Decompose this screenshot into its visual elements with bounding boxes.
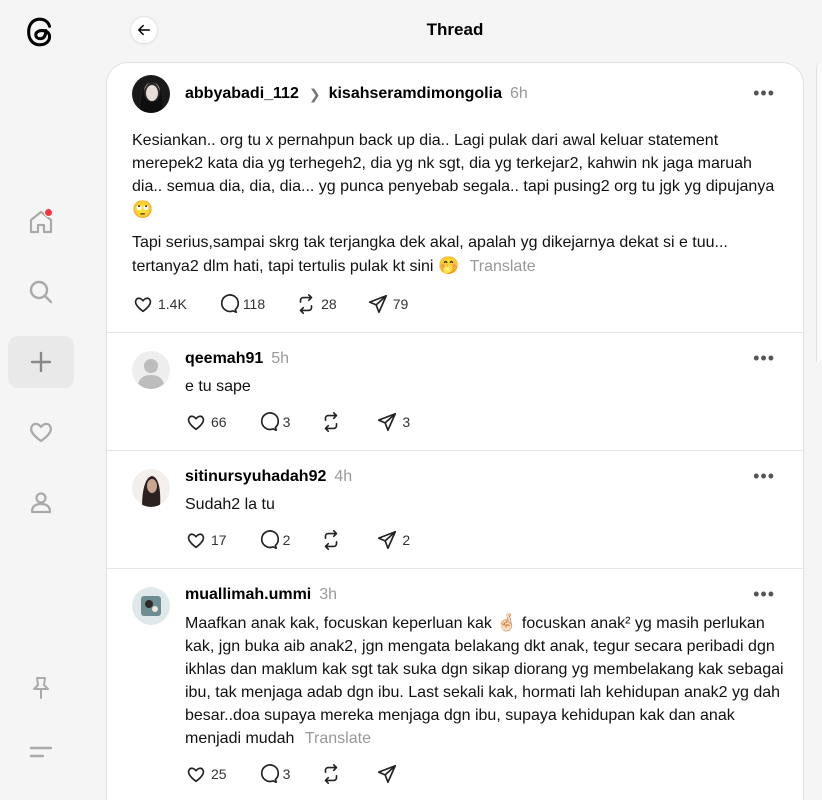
repost-button[interactable] [320,763,346,785]
username[interactable]: muallimah.ummi [185,586,312,603]
post-actions [132,293,438,315]
menu-icon [27,738,55,766]
post-meta [185,468,352,486]
send-icon [376,529,398,551]
avatar[interactable] [132,587,170,625]
nav-menu[interactable] [8,726,74,778]
reply-button[interactable] [257,763,291,785]
like-button[interactable] [185,529,227,551]
post-text [132,129,777,222]
share-button[interactable] [367,293,409,315]
reply-text-part: focuskan anak² yg masih perlukan kak, jgn buka aib anak2, jgn mengata belakang dkt anak, tegur secara peribadi dgn ikhlas dan maklum kak sgt tak suka dgn sikap diorang yg membelakang kak sebagai ibu, tak menjaga adab dgn ibu. Last sekali kak, hormati lah kehidupan anak2 yg dah besar..doa supaya mereka menjaga dgn ibu, supaya kehidupan kak dan anak menjadi mudah [185,615,784,747]
like-count: 17 [211,532,227,548]
reply-post [107,569,803,800]
reply-count: 3 [282,414,291,430]
person-icon [27,488,55,516]
chevron-right-icon: ❯ [308,85,321,102]
repost-icon [320,411,342,433]
post-paragraph: Tapi serius,sampai skrg tak terjangka dek akal, apalah yg dikejarnya dekat si e tuu... tertanya2 dlm hati, tapi tertulis pulak kt sini [132,234,728,275]
more-options-icon[interactable]: ••• [753,83,775,103]
adjacent-column-edge [816,62,822,362]
timestamp: 4h [334,468,353,485]
reply-text: Sudah2 la tu [185,496,275,513]
username[interactable]: qeemah91 [185,350,264,367]
comment-icon [257,763,279,785]
nav-create[interactable] [8,336,74,388]
post-actions [185,763,432,785]
emoji: 🙄 [132,200,154,219]
nav-search[interactable] [8,266,74,318]
post-paragraph: Kesiankan.. org tu x pernahpun back up dia.. Lagi pulak dari awal keluar statement merepek2 kata dia yg terhegeh2, dia yg nk sgt, dia yg terkejar2, kahwin nk jaga maruah dia.. semua dia, dia, dia... yg punca penyebab segala.. tapi pusing2 org tu jgk yg dipujanya [132,132,775,195]
reply-button[interactable] [257,529,291,551]
translate-link[interactable]: Translate [304,730,371,747]
emoji: 🤞🏻 [496,613,518,632]
more-options-icon[interactable]: ••• [753,348,775,368]
post-actions [185,529,440,551]
share-button[interactable] [376,529,410,551]
nav-activity[interactable] [8,406,74,458]
post-meta [185,350,289,368]
timestamp: 5h [271,350,290,367]
notification-dot [44,208,53,217]
heart-icon [185,411,207,433]
nav-pin[interactable] [8,662,74,714]
repost-icon [295,293,317,315]
nav-home[interactable] [8,196,74,248]
heart-icon [132,293,154,315]
reply-text-part: Maafkan anak kak, focuskan keperluan kak [185,615,492,632]
share-count: 3 [402,414,411,430]
repost-button[interactable] [295,293,337,315]
reply-count: 118 [242,296,266,312]
username[interactable]: abbyabadi_112 [185,85,299,102]
repost-count: 28 [321,296,337,312]
repost-button[interactable] [320,529,346,551]
timestamp: 3h [319,586,338,603]
post-meta [185,586,337,604]
share-count: 79 [392,296,409,312]
reply-to-username[interactable]: kisahseramdimongolia [328,85,502,102]
more-options-icon[interactable]: ••• [753,466,775,486]
repost-button[interactable] [320,411,346,433]
reply-text [185,611,785,750]
username[interactable]: sitinursyuhadah92 [185,468,327,485]
reply-count: 3 [282,766,291,782]
reply-button[interactable] [257,411,291,433]
search-icon [27,278,55,306]
back-button[interactable] [130,16,158,44]
like-button[interactable] [185,763,227,785]
thread-card [106,62,804,800]
like-count: 25 [211,766,227,782]
emoji: 🤭 [437,256,460,275]
heart-icon [185,529,207,551]
post-actions [185,411,440,433]
send-icon [376,411,398,433]
like-button[interactable] [132,293,187,315]
share-button[interactable] [376,411,410,433]
reply-text: e tu sape [185,378,251,395]
repost-icon [320,763,342,785]
reply-button[interactable] [217,293,265,315]
like-count: 66 [211,414,227,430]
post-meta [185,85,528,103]
reply-post [107,451,803,569]
main-post [107,63,803,333]
avatar[interactable] [132,351,170,389]
heart-icon [185,763,207,785]
comment-icon [257,411,279,433]
pin-icon [27,674,55,702]
more-options-icon[interactable]: ••• [753,584,775,604]
sidebar [0,0,82,800]
reply-post [107,333,803,451]
like-button[interactable] [185,411,227,433]
send-icon [367,293,389,315]
page-title: Thread [426,20,484,39]
comment-icon [257,529,279,551]
like-count: 1.4K [158,296,187,312]
translate-link[interactable]: Translate [469,258,536,275]
timestamp: 6h [509,85,528,102]
reply-count: 2 [282,532,291,548]
post-text-2 [132,231,777,278]
share-button[interactable] [376,763,402,785]
threads-logo-icon[interactable] [22,12,60,52]
avatar[interactable] [132,75,170,113]
avatar[interactable] [132,469,170,507]
heart-icon [27,418,55,446]
nav-profile[interactable] [8,476,74,528]
share-count: 2 [402,532,411,548]
plus-icon [27,348,55,376]
send-icon [376,763,398,785]
repost-icon [320,529,342,551]
comment-icon [217,293,239,315]
arrow-left-icon [137,23,151,37]
